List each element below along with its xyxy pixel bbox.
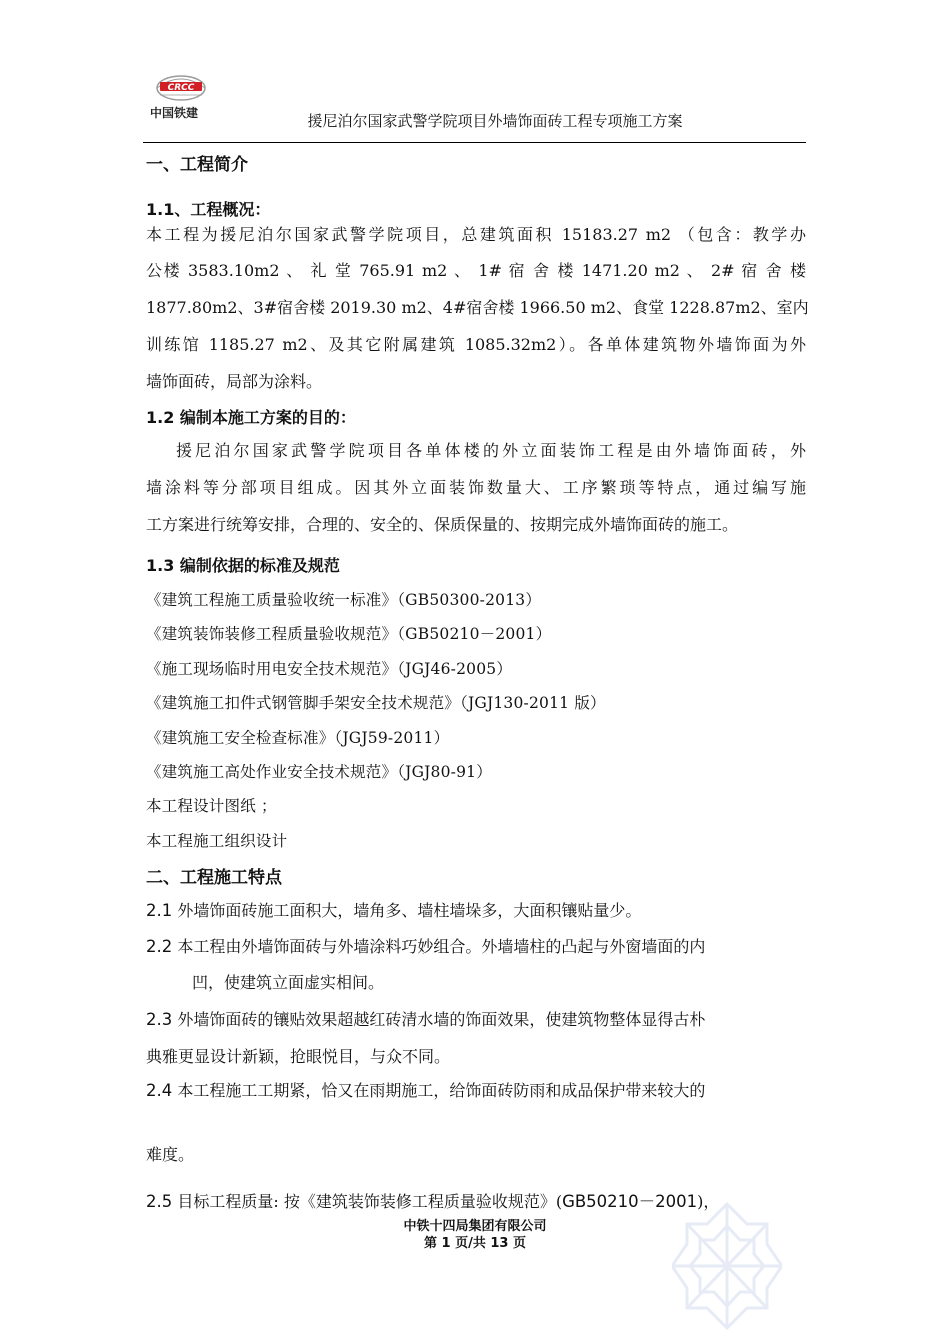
heading-1-1: 1.1、工程概况： [146,200,271,219]
footer-page-number: 第 1 页/共 13 页 [424,1236,526,1251]
logo-letters: CRCC [167,83,195,93]
feature-item [146,898,641,921]
standard-reference: 《施工现场临时用电安全技术规范》（JGJ46-2005） [146,660,513,678]
standard-code: GB50210－2001 [562,1192,698,1211]
paragraph-1-1-line: 本工程为援尼泊尔国家武警学院项目，总建筑面积 15183.27 m2 （包含：教学办 [146,225,806,244]
paragraph-1-2-line: 援尼泊尔国家武警学院项目各单体楼的外立面装饰工程是由外墙饰面砖，外 [176,441,806,460]
feature-text-end: )， [697,1192,720,1211]
feature-number: 2.4 [146,1081,173,1100]
standard-reference: 《建筑施工高处作业安全技术规范》（JGJ80-91） [146,763,492,781]
standard-reference: 《建筑工程施工质量验收统一标准》（GB50300-2013） [146,591,542,609]
standard-reference: 《建筑装饰装修工程质量验收规范》（GB50210－2001） [146,625,552,643]
feature-number: 2.3 [146,1010,173,1029]
standard-reference: 《建筑施工安全检查标准》（JGJ59-2011） [146,729,450,747]
feature-text: 外墙饰面砖的镶贴效果超越红砖清水墙的饰面效果，使建筑物整体显得古朴 [172,1010,706,1029]
feature-text-continued: 难度。 [146,1145,195,1164]
feature-item [146,934,705,957]
feature-item [146,1007,705,1030]
standard-reference: 《建筑施工扣件式钢管脚手架安全技术规范》（JGJ130-2011 版） [146,694,606,712]
section-1-title: 一、工程简介 [146,155,248,175]
heading-1-2: 1.2 编制本施工方案的目的： [146,408,356,427]
paragraph-1-1-line: 1877.80m2、3#宿舍楼 2019.30 m2、4#宿舍楼 1966.50 m2、食堂 1228.87m2、室内 [146,298,809,317]
feature-text: 外墙饰面砖施工面积大，墙角多、墙柱墙垛多，大面积镶贴量少。 [172,901,642,920]
feature-text-continued: 典雅更显设计新颖，抢眼悦目，与众不同。 [146,1047,451,1066]
feature-text: 目标工程质量: 按《建筑装饰装修工程质量验收规范》( [172,1192,563,1211]
paragraph-1-1-line: 训练馆 1185.27 m2、及其它附属建筑 1085.32m2）。各单体建筑物外墙饰面为外 [146,335,806,354]
logo-text: 中国铁建 [150,106,199,120]
paragraph-1-1-line: 墙饰面砖，局部为涂料。 [146,372,323,391]
feature-item [146,1188,719,1212]
feature-number: 2.1 [146,901,173,920]
section-2-title: 二、工程施工特点 [146,868,282,888]
header-divider [143,142,806,143]
feature-text: 本工程施工工期紧，恰又在雨期施工，给饰面砖防雨和成品保护带来较大的 [172,1081,706,1100]
feature-number: 2.2 [146,937,173,956]
feature-item [146,1078,705,1101]
standard-reference: 本工程施工组织设计 [146,832,288,850]
snowflake-watermark-icon [672,1196,782,1336]
feature-text: 本工程由外墙饰面砖与外墙涂料巧妙组合。外墙墙柱的凸起与外窗墙面的内 [172,937,706,956]
paragraph-1-2-line: 工方案进行统筹安排，合理的、安全的、保质保量的、按期完成外墙饰面砖的施工。 [146,515,739,534]
standard-reference: 本工程设计图纸 ； [146,797,277,815]
paragraph-1-2-line: 墙涂料等分部项目组成。因其外立面装饰数量大、工序繁琐等特点，通过编写施 [146,478,806,497]
feature-text-continued: 凹，使建筑立面虚实相间。 [192,973,385,992]
paragraph-1-1-line: 公楼 3583.10m2 、 礼 堂 765.91 m2 、 1# 宿 舍 楼 1471.20 m2 、 2# 宿 舍 楼 [146,261,806,280]
footer-company: 中铁十四局集团有限公司 [403,1219,547,1234]
feature-number: 2.5 [146,1192,173,1211]
heading-1-3: 1.3 编制依据的标准及规范 [146,556,340,575]
document-header-title: 援尼泊尔国家武警学院项目外墙饰面砖工程专项施工方案 [307,112,683,130]
